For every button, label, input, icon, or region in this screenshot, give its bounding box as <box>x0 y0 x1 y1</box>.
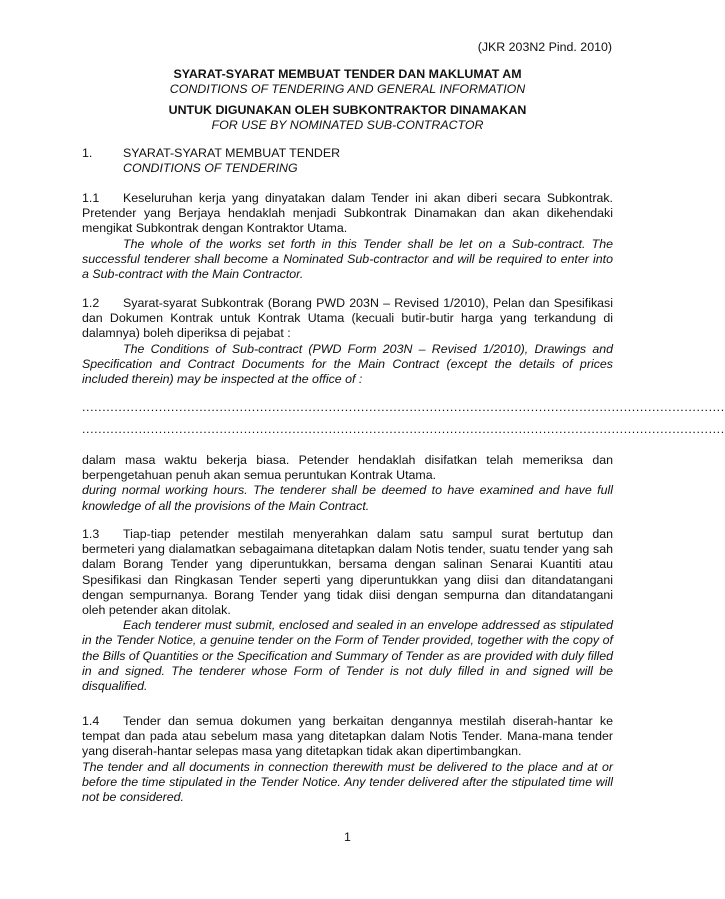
title-english: CONDITIONS OF TENDERING AND GENERAL INFORMATION <box>169 82 526 96</box>
clause-text-english: The Conditions of Sub-contract (PWD Form 203N – Revised 1/2010), Drawings and Specification and Contract Documents for the Main Contract (except the details of prices included therein) may be inspected at the office of : <box>82 341 613 387</box>
clause-1-2-continued <box>82 453 613 514</box>
title-malay: SYARAT-SYARAT MEMBUAT TENDER DAN MAKLUMAT AM <box>173 67 522 81</box>
section-title-english: CONDITIONS OF TENDERING <box>123 161 298 175</box>
document-title <box>82 67 613 97</box>
subtitle-malay: UNTUK DIGUNAKAN OLEH SUBKONTRAKTOR DINAMAKAN <box>168 103 527 117</box>
clause-text-malay: Syarat-syarat Subkontrak (Borang PWD 203N – Revised 1/2010), Pelan dan Spesifikasi dan Dokumen Kontrak untuk Kontrak Utama (kecuali butir-butir harga yang terkandung di dalamnya) boleh diperiksa di pejabat : <box>82 296 613 341</box>
clause-1-1 <box>82 191 613 282</box>
clause-text-english: during normal working hours. The tenderer shall be deemed to have examined and have full knowledge of all the provisions of the Main Contract. <box>82 483 613 513</box>
form-reference: (JKR 203N2 Pind. 2010) <box>477 40 612 54</box>
document-subtitle <box>82 103 613 133</box>
clause-text-malay: dalam masa waktu bekerja biasa. Petender hendaklah disifatkan telah memeriksa dan berpengetahuan penuh akan semua peruntukan Kontrak Utama. <box>82 453 613 483</box>
clause-text-english: The whole of the works set forth in this Tender shall be let on a Sub-contract. The successful tenderer shall become a Nominated Sub-contractor and will be required to enter into a Sub-contract with the Main Contractor. <box>82 236 613 282</box>
clause-number: 1.1 <box>82 191 100 205</box>
page-number: 1 <box>344 830 351 844</box>
clause-1-4 <box>82 714 613 805</box>
clause-number: 1.2 <box>82 296 100 310</box>
clause-1-3 <box>82 527 613 694</box>
clause-text-malay: Tender dan semua dokumen yang berkaitan dengannya mestilah diserah-hantar ke tempat dan pada atau sebelum masa yang ditetapkan dalam Notis Tender. Mana-mana tender yang diserah-hantar selepas masa yang ditetapkan tidak akan dipertimbangkan. <box>82 714 613 759</box>
office-address-line-1: ............................................................................................................................................................... <box>82 400 725 414</box>
subtitle-english: FOR USE BY NOMINATED SUB-CONTRACTOR <box>211 118 484 132</box>
clause-text-english: The tender and all documents in connection therewith must be delivered to the place and at or before the time stipulated in the Tender Notice. Any tender delivered after the stipulated time will not be considered. <box>82 759 613 805</box>
office-address-line-2: ............................................................................................................................................................... <box>82 422 725 436</box>
section-number: 1. <box>82 146 93 160</box>
clause-text-malay: Tiap-tiap petender mestilah menyerahkan dalam satu sampul surat bertutup dan bermeteri yang dialamatkan sebagaimana ditetapkan dalam Notis tender, suatu tender yang sah dalam Borang Tender yang diperuntukkan, bersama dengan salinan Senarai Kuantiti atau Spesifikasi dan Ringkasan Tender seperti yang diperuntukkan yang diisi dan ditandatangani dengan sempurnanya. Borang Tender yang tidak diisi dengan sempurna dan ditandatangani oleh petender akan ditolak. <box>82 527 613 618</box>
clause-1-2 <box>82 296 613 387</box>
clause-number: 1.4 <box>82 714 100 728</box>
clause-text-english: Each tenderer must submit, enclosed and sealed in an envelope addressed as stipulated in the Tender Notice, a genuine tender on the Form of Tender provided, together with the copy of the Bills of Quantities or the Specification and Summary of Tender as are provided with duly filled in and signed. The tenderer whose Form of Tender is not duly filled in and signed will be disqualified. <box>82 618 613 694</box>
section-title-malay: SYARAT-SYARAT MEMBUAT TENDER <box>123 146 341 160</box>
clause-text-malay: Keseluruhan kerja yang dinyatakan dalam Tender ini akan diberi secara Subkontrak. Pretender yang Berjaya hendaklah menjadi Subkontrak Dinamakan dan akan dikehendaki mengikat Subkontrak dengan Kontraktor Utama. <box>82 191 613 236</box>
clause-number: 1.3 <box>82 527 100 541</box>
